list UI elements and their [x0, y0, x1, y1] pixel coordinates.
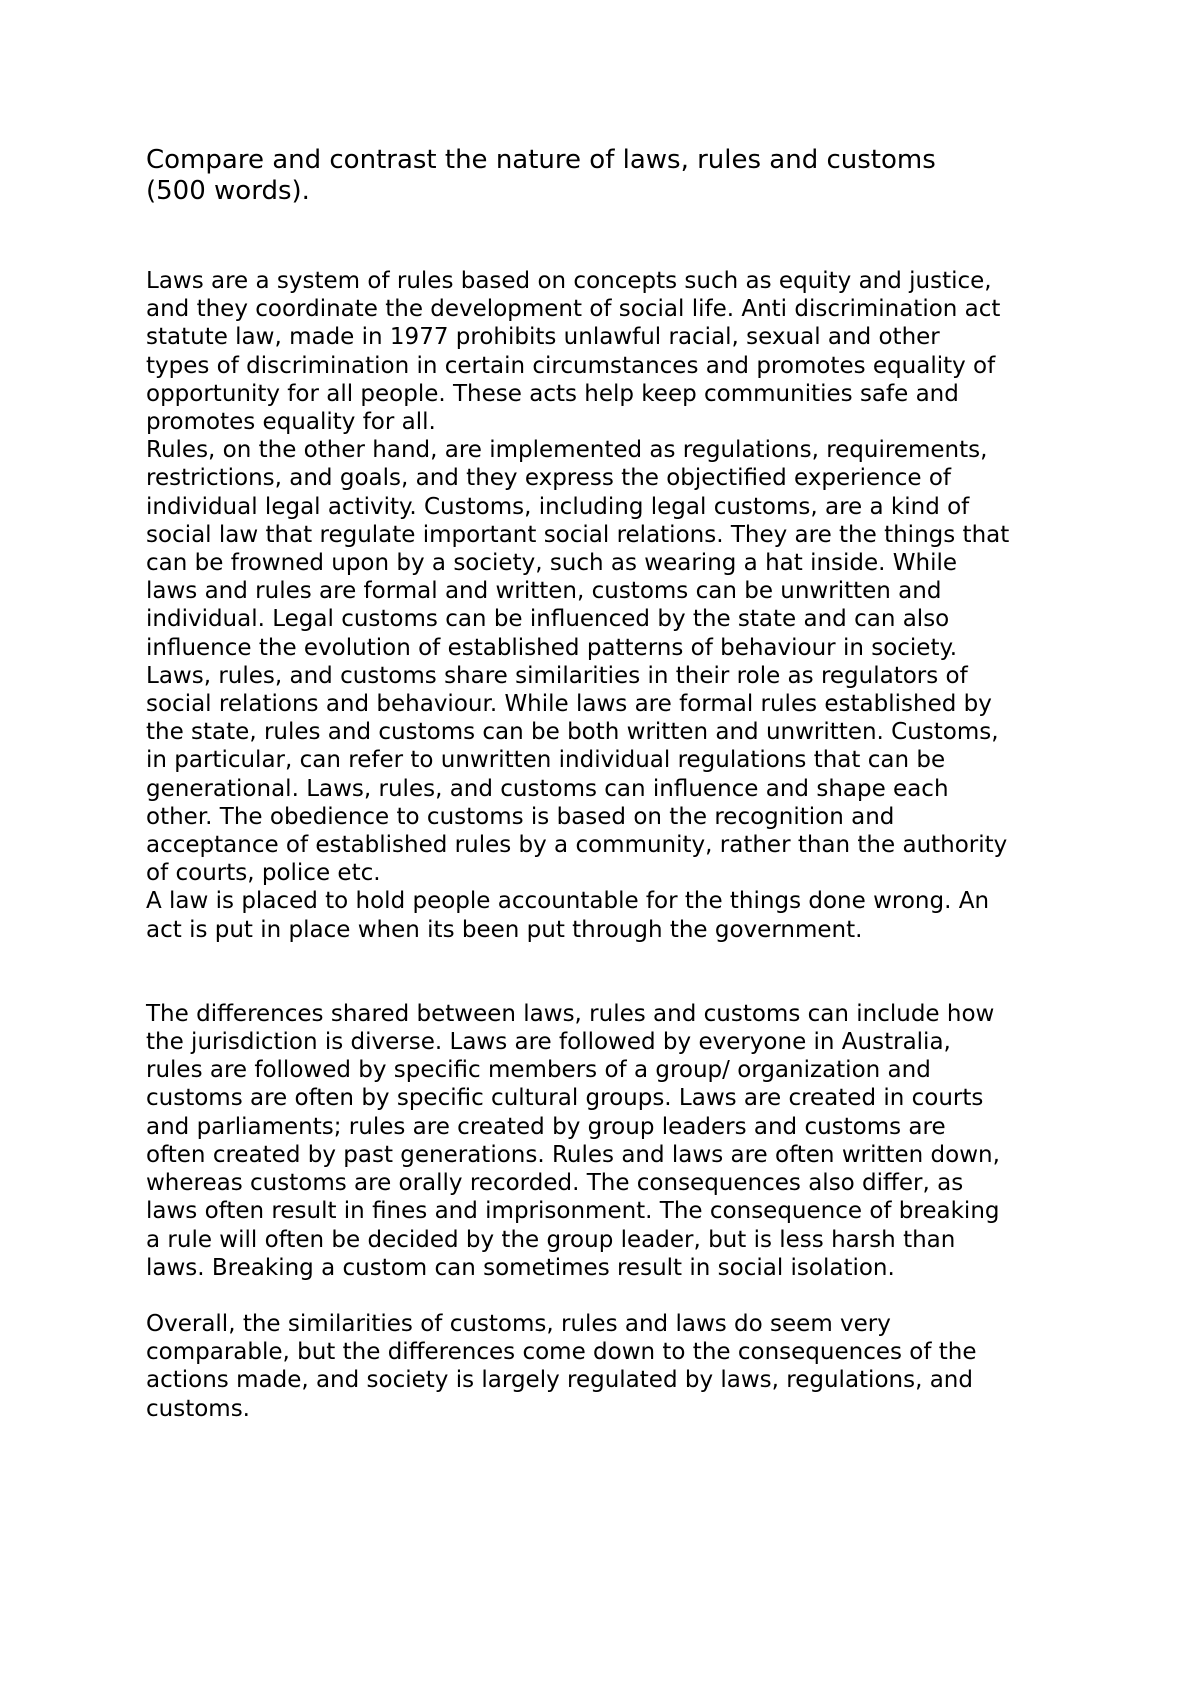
spacer [146, 207, 1086, 267]
text-line: a rule will often be decided by the group leader, but is less harsh than [146, 1226, 956, 1253]
title-line: (500 words). [146, 176, 310, 206]
text-line: individual. Legal customs can be influenced by the state and can also [146, 606, 950, 633]
text-line: other. The obedience to customs is based on the recognition and [146, 803, 895, 830]
spacer [146, 1282, 1086, 1310]
text-line: customs are often by specific cultural groups. Laws are created in courts [146, 1085, 984, 1112]
text-line: laws often result in fines and imprisonment. The consequence of breaking [146, 1198, 1000, 1225]
text-line: generational. Laws, rules, and customs can influence and shape each [146, 775, 949, 802]
text-line: influence the evolution of established patterns of behaviour in society. [146, 634, 958, 661]
text-line: rules are followed by specific members of a group/ organization and [146, 1057, 931, 1084]
document-title [146, 145, 1086, 207]
title-line: Compare and contrast the nature of laws, rules and customs [146, 145, 936, 175]
text-line: opportunity for all people. These acts help keep communities safe and [146, 380, 959, 407]
text-line: act is put in place when its been put through the government. [146, 916, 863, 943]
text-line: customs. [146, 1395, 250, 1422]
document-content [146, 145, 1086, 1423]
spacer [146, 944, 1086, 1000]
text-line: of courts, police etc. [146, 860, 381, 887]
text-line: Laws are a system of rules based on concepts such as equity and justice, [146, 268, 992, 294]
text-line: The differences shared between laws, rules and customs can include how [146, 1000, 995, 1027]
text-line: the state, rules and customs can be both written and unwritten. Customs, [146, 719, 999, 746]
text-line: and parliaments; rules are created by group leaders and customs are [146, 1113, 946, 1140]
text-line: laws and rules are formal and written, customs can be unwritten and [146, 578, 942, 605]
text-line: and they coordinate the development of social life. Anti discrimination act [146, 296, 1001, 323]
text-line: laws. Breaking a custom can sometimes result in social isolation. [146, 1254, 895, 1281]
text-line: promotes equality for all. [146, 409, 436, 436]
text-line: individual legal activity. Customs, including legal customs, are a kind of [146, 493, 970, 520]
paragraph-laws-rules-customs [146, 267, 1086, 944]
paragraph-conclusion [146, 1310, 1086, 1423]
text-line: restrictions, and goals, and they express the objectified experience of [146, 465, 952, 492]
text-line: social relations and behaviour. While laws are formal rules established by [146, 691, 992, 718]
paragraph-differences [146, 1000, 1086, 1282]
text-line: whereas customs are orally recorded. The consequences also differ, as [146, 1170, 964, 1197]
text-line: statute law, made in 1977 prohibits unlawful racial, sexual and other [146, 324, 940, 351]
text-line: Rules, on the other hand, are implemented as regulations, requirements, [146, 437, 988, 464]
text-line: Overall, the similarities of customs, rules and laws do seem very [146, 1310, 891, 1337]
text-line: can be frowned upon by a society, such as wearing a hat inside. While [146, 550, 958, 577]
text-line: A law is placed to hold people accountable for the things done wrong. An [146, 888, 990, 915]
text-line: the jurisdiction is diverse. Laws are followed by everyone in Australia, [146, 1029, 951, 1056]
text-line: often created by past generations. Rules and laws are often written down, [146, 1141, 1000, 1168]
text-line: acceptance of established rules by a community, rather than the authority [146, 832, 1008, 859]
text-line: types of discrimination in certain circumstances and promotes equality of [146, 352, 996, 379]
text-line: Laws, rules, and customs share similarities in their role as regulators of [146, 662, 968, 689]
text-line: social law that regulate important social relations. They are the things that [146, 521, 1010, 548]
text-line: in particular, can refer to unwritten individual regulations that can be [146, 747, 946, 774]
text-line: comparable, but the differences come down to the consequences of the [146, 1339, 977, 1366]
text-line: actions made, and society is largely regulated by laws, regulations, and [146, 1367, 973, 1394]
